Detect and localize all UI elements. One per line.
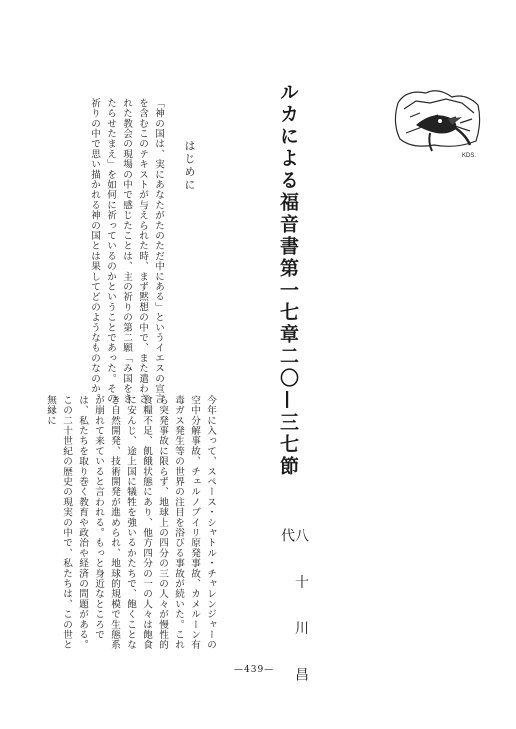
article-title: ルカによる福音書第一七章二〇—三七節 [277,82,299,478]
body-paragraph-2: この二十世紀の歴史の現実の中で、私たちは、この世と無縁に [45,395,72,650]
intro-paragraph: 「神の国は、実にあなたがたのただ中にある」というイエスの宣言を含むこのテキストが与えられた時、まず黙想の中で、また遣わされた教会の現場の中で感じたことは、主の祈りの第二願「み国をきたらせたまえ」を如何に祈っているのかということであった。その祈りの中で思い描かれる神の国とは果してどのようなものなのか。 [89,98,164,404]
illustration-signature: KDS. [462,153,477,159]
page-number: —439— [234,665,275,675]
section-heading: はじめに [183,140,196,192]
intro-text [70,98,166,408]
article-author: 八 十 川 昌 代 [279,528,309,696]
body-paragraph-1: 今年に入って、スペース・シャトル・チャレンジャーの空中分解事故、チェルノブイリ原発事故、カメルーン有毒ガス発生等の世界の注目を浴びる事故が続いた。これら突発事故に限らず、地球上の四分の三の人々が慢性的食糧不足、飢餓状態にあり、他方四分の一の人々は飽食に安んじ、途上国に犠牲を強いるかたちで、飽くことなき自然開発、技術開発が進められ、地球的規模で生態系が崩れて来ていると言われる。もっと身近なところでは、私たちを取り巻く教育や政治や経済の問題がある。 [77,395,216,650]
body-text [45,395,218,650]
bird-illustration-icon [386,83,486,159]
